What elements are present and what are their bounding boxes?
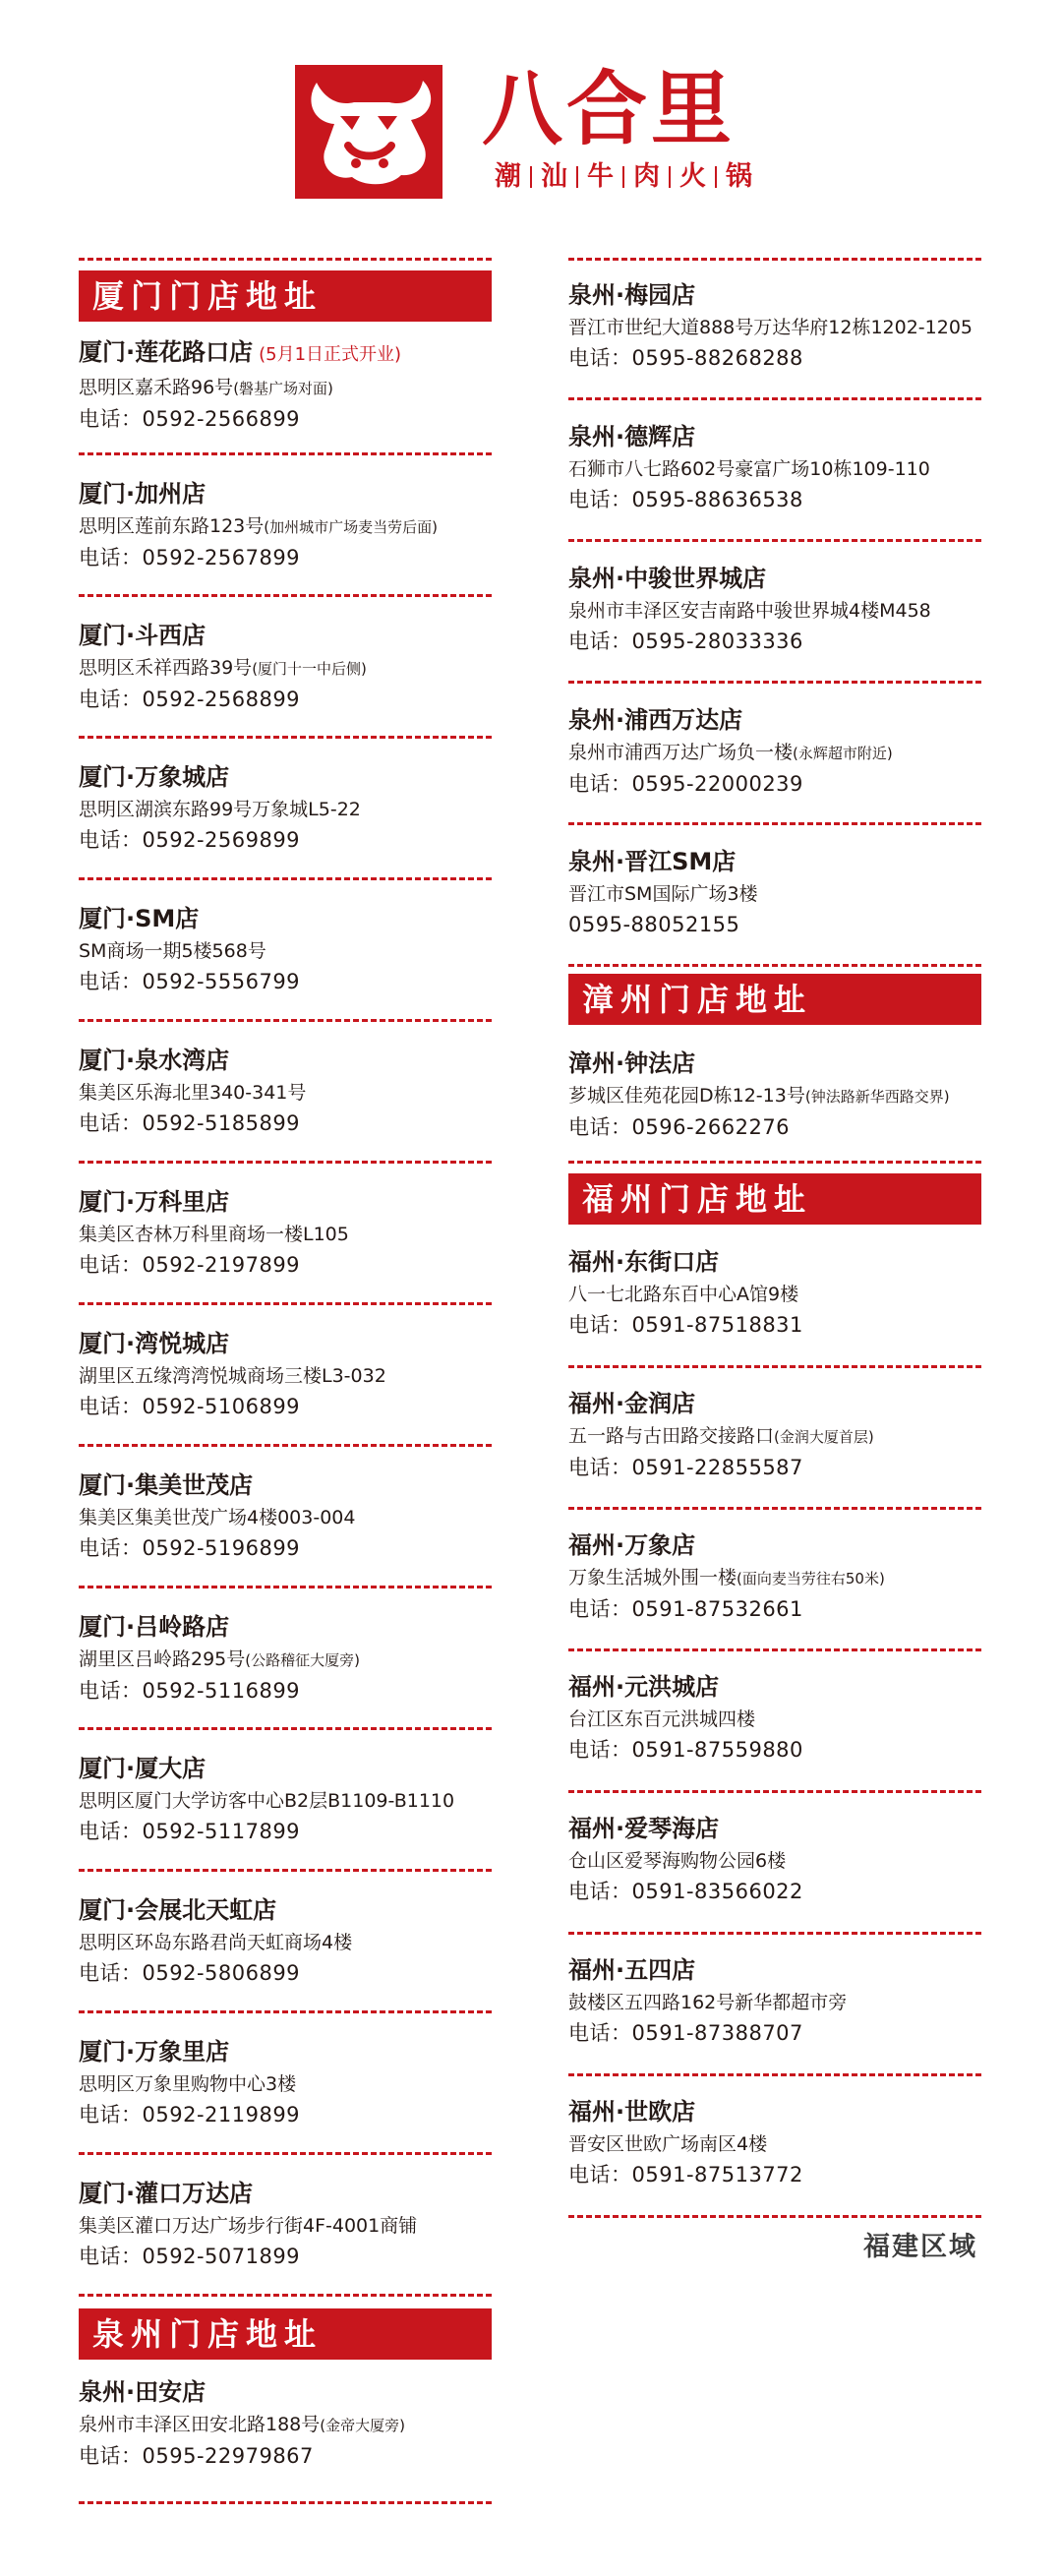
store-xiamen-douxi [79,621,502,712]
dashed-divider [79,594,492,597]
store-address [79,2413,502,2437]
store-fuzhou-wusi [568,1955,991,2046]
dashed-divider [79,1444,492,1447]
store-quanzhou-meiyuan [568,280,991,371]
dashed-divider [568,822,981,825]
store-address: 鼓楼区五四路162号新华都超市旁 [568,1992,848,2013]
store-name: 福州·东街口店 [568,1248,720,1276]
store-phone: 电话：0592-5185899 [79,1111,301,1135]
store-phone: 电话：0591-87513772 [568,2163,803,2187]
store-name: 厦门·万科里店 [79,1188,230,1216]
section-title-fuzhou: 福州门店地址 [568,1173,981,1225]
dashed-divider [79,736,492,739]
store-xiamen-jimeishimao [79,1470,502,1561]
dashed-divider [79,2294,492,2297]
store-phone: 电话：0596-2662276 [568,1115,791,1139]
store-phone: 电话：0592-5806899 [79,1961,301,1985]
store-name: 福州·金润店 [568,1390,696,1417]
store-xiamen-wankeli [79,1187,502,1278]
store-address: 晋江市SM国际广场3楼 [568,883,758,905]
store-address: 思明区环岛东路君尚天虹商场4楼 [79,1932,353,1953]
store-address [568,1424,991,1449]
store-address [79,376,502,400]
store-name: 泉州·德辉店 [568,423,696,450]
dashed-divider [79,1586,492,1588]
store-address: 集美区乐海北里340-341号 [79,1082,307,1104]
store-name: 厦门·万象城店 [79,763,230,791]
store-address-text: 思明区莲前东路123号 [79,515,265,537]
store-address: 八一七北路东百中心A馆9楼 [568,1284,799,1305]
store-phone: 电话：0592-5117899 [79,1820,301,1843]
store-phone: 电话：0591-87559880 [568,1738,803,1762]
dashed-divider [568,1932,981,1935]
store-name: 厦门·加州店 [79,480,206,508]
store-name-text: 厦门·莲花路口店 [79,338,254,366]
store-address [79,1647,502,1672]
store-address: 集美区杏林万科里商场一楼L105 [79,1224,349,1245]
opening-note: (5月1日正式开业) [259,344,402,365]
store-address-text: 思明区禾祥西路39号 [79,657,253,679]
store-xiamen-wanxiangcheng [79,762,502,853]
dashed-divider [79,2501,492,2504]
store-phone: 电话：0591-87532661 [568,1597,803,1621]
store-phone: 电话：0595-22979867 [79,2444,314,2468]
store-name: 泉州·浦西万达店 [568,706,743,734]
store-address: 仓山区爱琴海购物公园6楼 [568,1850,787,1872]
store-address: SM商场一期5楼568号 [79,940,266,962]
store-xiamen-quanshuiwan [79,1046,502,1136]
brand-subtitle [486,159,761,195]
section-title-xiamen: 厦门门店地址 [79,270,492,322]
store-name: 厦门·SM店 [79,905,200,932]
store-address: 思明区万象里购物中心3楼 [79,2073,297,2095]
dashed-divider [79,258,492,261]
store-name: 福州·世欧店 [568,2098,696,2126]
store-name: 泉州·中骏世界城店 [568,565,767,592]
store-address-text: 湖里区吕岭路295号 [79,1648,246,1670]
store-phone: 电话：0592-5196899 [79,1536,301,1560]
store-phone: 电话：0592-5556799 [79,970,301,993]
store-address [568,1084,991,1108]
brand-subtitle-char: 潮 [495,161,521,192]
dashed-divider [568,1365,981,1368]
store-address-text: 泉州市丰泽区田安北路188号 [79,2414,321,2435]
store-xiamen-wanyuecheng [79,1329,502,1419]
store-address-note: (金帝大厦旁) [320,2417,405,2434]
store-phone: 电话：0592-5071899 [79,2245,301,2268]
store-name: 厦门·集美世茂店 [79,1471,254,1499]
store-address-note: (钟法路新华西路交界) [804,1088,950,1106]
dashed-divider [79,452,492,455]
store-address: 湖里区五缘湾湾悦城商场三楼L3-032 [79,1365,386,1387]
store-phone: 0595-88052155 [568,913,740,936]
store-address: 思明区厦门大学访客中心B2层B1109-B1110 [79,1790,455,1812]
dashed-divider [79,2152,492,2155]
store-name: 福州·五四店 [568,1956,696,1984]
store-phone: 电话：0592-5116899 [79,1679,301,1703]
store-phone: 电话：0592-2566899 [79,407,301,431]
store-phone: 电话：0591-87518831 [568,1313,803,1337]
dashed-divider [568,2215,981,2218]
store-address: 台江区东百元洪城四楼 [568,1708,756,1730]
store-fuzhou-aiqinhai [568,1814,991,1904]
dashed-divider [568,1790,981,1793]
store-name: 厦门·湾悦城店 [79,1330,230,1357]
store-fuzhou-yuanhongcheng [568,1672,991,1763]
store-name: 福州·元洪城店 [568,1673,720,1701]
dashed-divider [568,1648,981,1651]
store-fuzhou-jinrun [568,1389,991,1480]
store-phone: 电话：0595-22000239 [568,772,803,796]
dashed-divider [568,1161,981,1164]
store-phone: 电话：0592-2119899 [79,2103,301,2127]
store-quanzhou-jinjiang-sm [568,847,991,937]
store-phone: 电话：0592-2568899 [79,688,301,711]
brand-name: 八合里 [482,62,737,156]
store-name: 厦门·会展北天虹店 [79,1896,277,1924]
store-xiamen-huizhanbei [79,1895,502,1986]
dashed-divider [79,2010,492,2013]
brand-header [0,0,1062,236]
dashed-divider [568,258,981,261]
store-zhangzhou-zhongfa [568,1048,991,1140]
dashed-divider [568,681,981,684]
store-name: 福州·万象店 [568,1531,696,1559]
store-quanzhou-dehui [568,422,991,512]
store-phone: 电话：0592-2197899 [79,1253,301,1277]
dashed-divider [79,1019,492,1022]
store-address-text: 思明区嘉禾路96号 [79,377,234,398]
store-fuzhou-wanxiang [568,1530,991,1622]
store-name: 厦门·斗西店 [79,622,206,649]
store-phone: 电话：0592-2569899 [79,828,301,852]
store-xiamen-sm [79,904,502,994]
store-phone: 电话：0595-88268288 [568,346,803,370]
bull-head-icon [295,65,442,199]
region-label: 福建区域 [863,2232,977,2262]
section-title-quanzhou: 泉州门店地址 [79,2308,492,2360]
store-name: 泉州·梅园店 [568,281,696,309]
store-address [568,1566,991,1590]
brand-subtitle-char: 火 [679,161,706,192]
store-xiamen-lianhua [79,337,502,432]
store-phone: 电话：0595-88636538 [568,488,803,511]
store-quanzhou-zhongjun [568,564,991,654]
store-address: 集美区集美世茂广场4楼003-004 [79,1507,356,1528]
store-address [79,514,502,539]
section-title-zhangzhou: 漳州门店地址 [568,974,981,1025]
brand-subtitle-char: 汕 [541,161,567,192]
store-phone: 电话：0591-83566022 [568,1880,803,1903]
store-name: 厦门·泉水湾店 [79,1047,230,1074]
store-address-note: (面向麦当劳往右50米) [737,1570,885,1588]
store-address: 晋安区世欧广场南区4楼 [568,2133,768,2155]
store-address [568,741,991,765]
store-phone: 电话：0591-22855587 [568,1456,803,1479]
store-name: 厦门·厦大店 [79,1755,206,1782]
store-fuzhou-shiou [568,2097,991,2187]
store-phone: 电话：0592-2567899 [79,546,301,569]
store-address-note: (永辉超市附近) [793,745,893,762]
store-name: 泉州·晋江SM店 [568,848,737,875]
dashed-divider [568,397,981,400]
store-address: 集美区灌口万达广场步行街4F-4001商铺 [79,2215,418,2237]
dashed-divider [79,877,492,880]
store-fuzhou-dongjiekou [568,1247,991,1338]
brand-subtitle-char: 牛 [587,161,614,192]
store-address-text: 泉州市浦西万达广场负一楼 [568,742,794,763]
dashed-divider [568,1507,981,1510]
store-phone: 电话：0595-28033336 [568,629,803,653]
store-address: 晋江市世纪大道888号万达华府12栋1202-1205 [568,317,974,338]
dashed-divider [568,539,981,542]
store-phone: 电话：0591-87388707 [568,2021,803,2045]
store-name: 厦门·万象里店 [79,2038,230,2066]
brand-subtitle-char: 锅 [726,161,752,192]
store-address [79,656,502,681]
store-xiamen-jiazhou [79,479,502,570]
store-name: 漳州·钟法店 [568,1049,696,1077]
store-xiamen-xiada [79,1754,502,1844]
dashed-divider [79,1727,492,1730]
store-address: 思明区湖滨东路99号万象城L5-22 [79,799,361,820]
store-phone: 电话：0592-5106899 [79,1395,301,1418]
store-quanzhou-tianan [79,2377,502,2469]
store-address-note: (磐基广场对面) [233,380,333,397]
store-address-text: 万象生活城外围一楼 [568,1567,738,1588]
dashed-divider [79,1302,492,1305]
store-name [79,337,502,370]
store-xiamen-lvlinglu [79,1612,502,1704]
store-address-note: (公路稽征大厦旁) [245,1651,360,1669]
store-quanzhou-puxiwanda [568,705,991,797]
store-name: 泉州·田安店 [79,2378,206,2406]
store-xiamen-wanxiangli [79,2037,502,2127]
store-address-note: (加州城市广场麦当劳后面) [264,518,438,536]
store-address-note: (金润大厦首层) [774,1428,874,1446]
store-address: 石狮市八七路602号豪富广场10栋109-110 [568,458,930,480]
store-address: 泉州市丰泽区安吉南路中骏世界城4楼M458 [568,600,931,622]
dashed-divider [568,2073,981,2076]
store-xiamen-guankouwanda [79,2179,502,2269]
dashed-divider [79,1869,492,1872]
store-address-text: 芗城区佳苑花园D栋12-13号 [568,1085,805,1107]
brand-subtitle-char: 肉 [633,161,660,192]
store-address-text: 五一路与古田路交接路口 [568,1425,775,1447]
dashed-divider [79,1161,492,1164]
store-address-note: (厦门十一中后侧) [252,660,367,678]
store-name: 厦门·吕岭路店 [79,1613,230,1641]
dashed-divider [568,964,981,967]
store-name: 福州·爱琴海店 [568,1815,720,1842]
store-name: 厦门·灌口万达店 [79,2180,254,2207]
